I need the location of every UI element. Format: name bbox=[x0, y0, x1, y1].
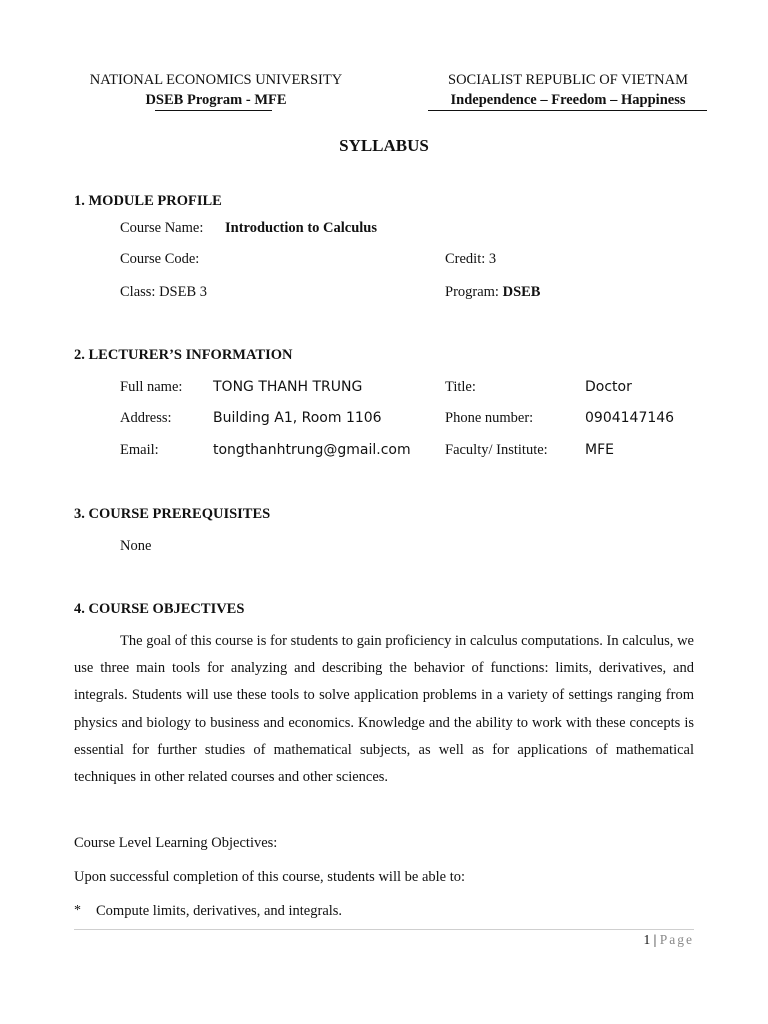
email-value: tongthanhtrung@gmail.com bbox=[213, 442, 411, 458]
course-code-label: Course Code: bbox=[120, 251, 200, 267]
footer-divider bbox=[74, 929, 694, 930]
program-value: DSEB bbox=[502, 284, 541, 300]
class-label: Class: bbox=[120, 284, 156, 300]
section-heading-module-profile: 1. MODULE PROFILE bbox=[74, 193, 222, 209]
address-label: Address: bbox=[120, 410, 172, 426]
address-value: Building A1, Room 1106 bbox=[213, 410, 382, 426]
page-label: Page bbox=[659, 932, 694, 947]
footer-separator: | bbox=[653, 932, 657, 947]
country-name: SOCIALIST REPUBLIC OF VIETNAM bbox=[448, 72, 688, 88]
course-name-label: Course Name: bbox=[120, 220, 204, 236]
phone-label: Phone number: bbox=[445, 410, 534, 426]
credit-label: Credit: bbox=[445, 251, 486, 267]
title-value: Doctor bbox=[585, 379, 632, 395]
learning-objectives-heading: Course Level Learning Objectives: bbox=[74, 835, 278, 851]
full-name-value: TONG THANH TRUNG bbox=[213, 379, 363, 395]
learning-objectives-intro: Upon successful completion of this course, students will be able to: bbox=[74, 869, 466, 885]
title-label: Title: bbox=[445, 379, 476, 395]
page-number: 1 bbox=[643, 932, 651, 947]
section-heading-prerequisites: 3. COURSE PREREQUISITES bbox=[74, 506, 271, 522]
header-left bbox=[60, 72, 372, 109]
list-item: Compute limits, derivatives, and integrals. bbox=[96, 903, 343, 919]
program-name: DSEB Program - MFE bbox=[145, 92, 287, 108]
page-title: SYLLABUS bbox=[339, 136, 429, 155]
section-heading-objectives: 4. COURSE OBJECTIVES bbox=[74, 601, 245, 617]
faculty-label: Faculty/ Institute: bbox=[445, 442, 548, 458]
course-name-value: Introduction to Calculus bbox=[225, 220, 378, 236]
objectives-paragraph: The goal of this course is for students to gain proficiency in calculus computations. In calculus, we use three main tools for analyzing and describing the behavior of functions: limits, derivatives, and integrals. Students will use these tools to solve application problems in a variety of settings ranging from physics and biology to business and economics. Knowledge and the ability to work with these concepts is essential for further studies of mathematical subjects, as well as for applications of mathematical techniques in other related courses and other sciences. bbox=[74, 633, 694, 786]
email-label: Email: bbox=[120, 442, 159, 458]
program-field bbox=[445, 284, 540, 301]
credit-value: 3 bbox=[488, 251, 497, 267]
national-motto: Independence – Freedom – Happiness bbox=[450, 92, 686, 108]
phone-value: 0904147146 bbox=[585, 410, 675, 426]
faculty-value: MFE bbox=[585, 442, 614, 458]
class-field bbox=[120, 284, 207, 301]
header-right-underline bbox=[428, 110, 707, 111]
section-heading-lecturer: 2. LECTURER’S INFORMATION bbox=[74, 347, 293, 363]
class-value: DSEB 3 bbox=[159, 284, 208, 300]
full-name-label: Full name: bbox=[120, 379, 183, 395]
program-label: Program: bbox=[445, 284, 499, 300]
bullet-marker: * bbox=[74, 903, 81, 918]
university-name: NATIONAL ECONOMICS UNIVERSITY bbox=[89, 72, 343, 88]
header-right bbox=[418, 72, 718, 109]
page-footer bbox=[644, 932, 694, 948]
credit-field bbox=[445, 251, 496, 268]
header-left-underline bbox=[155, 110, 272, 111]
prerequisites-value: None bbox=[120, 538, 152, 554]
